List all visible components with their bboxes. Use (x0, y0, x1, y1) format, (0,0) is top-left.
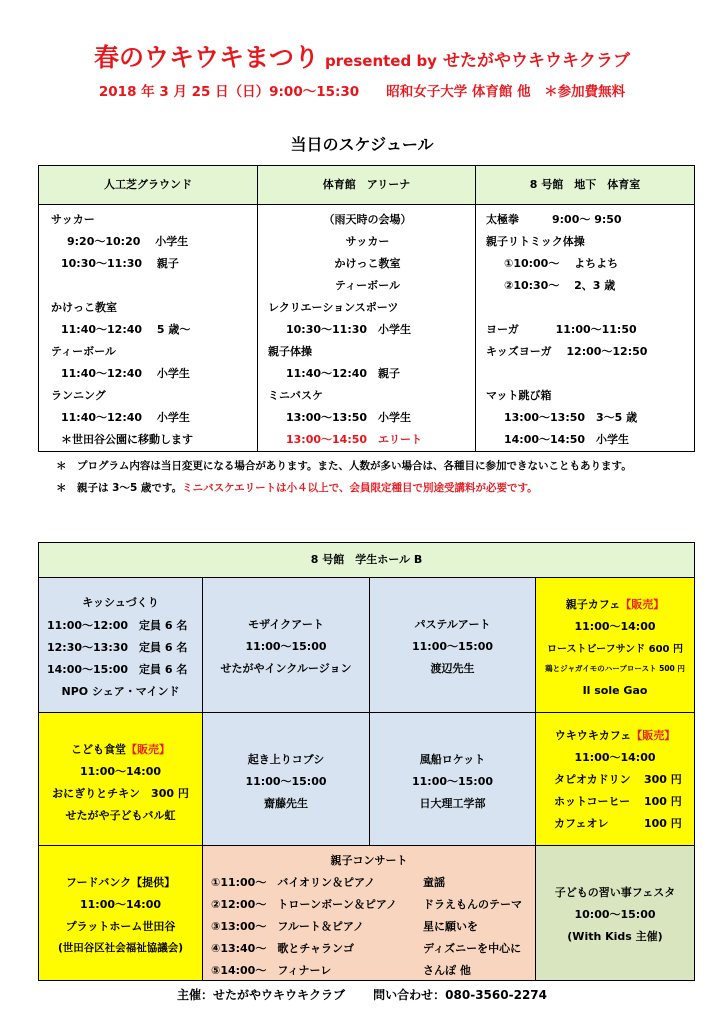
concert-song: さんぽ 他 (423, 964, 471, 977)
cell-mosaic (202, 577, 370, 713)
sale-tag: 【販売】 (631, 729, 676, 742)
schedule-line: ヨーガ 11:00～11:50 (486, 323, 637, 336)
cell-ukiuki-cafe (535, 712, 695, 846)
cell-host: せたがや子どもバル虹 (65, 809, 176, 822)
cell-time: 11:00～15:00 (411, 775, 494, 788)
cell-oyako-cafe (535, 577, 695, 713)
cell-time: 11:00～14:00 (574, 751, 656, 764)
cell-org: (世田谷区社会福祉協議会) (57, 942, 184, 954)
cell-title: フードバンク【提供】 (65, 876, 176, 889)
cell-host: 渡辺先生 (430, 662, 475, 675)
note-text: ＊ 親子は 3～5 歳です。 (56, 482, 183, 494)
organizer-name: せたがやウキウキクラブ (442, 51, 630, 71)
menu-item-name: タピオカドリン (554, 773, 631, 786)
cell-title: パステルアート (414, 618, 491, 631)
schedule-heading: 当日のスケジュール (290, 135, 434, 154)
concert-song: ドラえもんのテーマ (423, 898, 522, 911)
schedule-line: レクリエーションスポーツ (268, 301, 399, 314)
schedule-line: 親子体操 (268, 345, 312, 358)
note-line (56, 480, 538, 495)
cell-title: キッシュづくり (82, 596, 159, 609)
kodomo-name: こども食堂 (71, 743, 126, 756)
concert-song: 星に願いを (423, 920, 478, 933)
schedule-line: ティーボール (335, 279, 400, 292)
cell-line: 11:00～12:00 定員 6 名 (47, 619, 188, 632)
schedule-col-grass (38, 204, 258, 452)
schedule-line: かけっこ教室 (51, 301, 117, 314)
schedule-line: （雨天時の会場） (323, 213, 412, 226)
cell-title (39, 741, 202, 757)
schedule-col-gym (475, 204, 695, 452)
cell-title: 起き上りコブシ (247, 753, 325, 766)
schedule-line: 11:40～12:40 小学生 (61, 367, 190, 380)
menu-item-price: 300 円 (644, 773, 682, 786)
cell-okiagari (202, 712, 370, 846)
schedule-line: 太極拳 9:00～ 9:50 (486, 213, 622, 226)
schedule-line: 11:40～12:40 親子 (286, 367, 401, 380)
cell-time: 10:00～15:00 (574, 908, 656, 921)
schedule-line: ティーボール (51, 345, 116, 358)
sale-tag: 【販売】 (126, 743, 170, 756)
cell-title (536, 727, 694, 743)
cafe-name: ウキウキカフェ (554, 729, 632, 742)
menu-item: 鶏とジャガイモのハーブロースト 500 円 (545, 664, 685, 673)
schedule-line: マット跳び箱 (486, 389, 552, 402)
cell-line: NPO シェア・マインド (61, 685, 180, 698)
note-line: ＊ プログラム内容は当日変更になる場合があります。また、人数が多い場合は、各種目に参加できないこともあります。 (56, 460, 632, 472)
schedule-line: 11:40～12:40 5 歳～ (61, 323, 191, 336)
schedule-line: 親子リトミック体操 (486, 235, 585, 248)
schedule-line: 11:40～12:40 小学生 (61, 411, 190, 424)
presented-by: presented by (325, 52, 437, 70)
schedule-line: ＊世田谷公園に移動します (61, 433, 193, 446)
schedule-line: サッカー (345, 235, 390, 248)
schedule-line: キッズヨーガ 12:00～12:50 (486, 345, 648, 358)
concert-slot: ③13:00～ フルート＆ピアノ (211, 920, 365, 933)
concert-slot: ④13:40～ 歌とチャランゴ (211, 942, 354, 955)
schedule-line: ランニング (51, 389, 106, 402)
cell-time: 11:00～14:00 (79, 898, 162, 911)
cell-title: 子どもの習い事フェスタ (554, 886, 676, 899)
schedule-line: 10:30～11:30 親子 (61, 257, 179, 270)
sale-tag: 【販売】 (620, 598, 665, 611)
schedule-line: ミニバスケ (268, 389, 323, 402)
concert-slot: ⑤14:00～ フィナーレ (211, 964, 332, 977)
cell-time: 11:00～15:00 (411, 640, 494, 653)
cell-host: 日大理工学部 (419, 797, 486, 810)
menu-item: おにぎりとチキン 300 円 (52, 787, 189, 800)
concert-song: 童謡 (423, 876, 445, 889)
cell-host: 齋藤先生 (264, 797, 308, 810)
cell-title (536, 596, 694, 612)
vendor-name: Il sole Gao (582, 684, 648, 697)
event-title (0, 38, 724, 74)
schedule-line: かけっこ教室 (334, 257, 401, 270)
menu-item: ローストビーフサンド 600 円 (547, 644, 683, 655)
event-date-venue: 2018 年 3 月 25 日（日）9:00～15:30 昭和女子大学 体育館 他 ＊参加費無料 (98, 84, 626, 100)
cell-time: 11:00～14:00 (79, 765, 162, 778)
schedule-col-header: 8 号館 地下 体育室 (475, 165, 695, 205)
cell-line: 12:30～13:30 定員 6 名 (47, 641, 188, 654)
hall-header: 8 号館 学生ホール B (38, 542, 695, 578)
concert-slot: ①11:00～ バイオリン＆ピアノ (211, 876, 376, 889)
cell-pastel (369, 577, 536, 713)
schedule-line: ②10:30～ 2、3 歳 (504, 279, 616, 292)
cell-host: プラットホーム世田谷 (65, 920, 176, 933)
schedule-line: 9:20～10:20 小学生 (67, 235, 189, 248)
schedule-line: 14:00～14:50 小学生 (504, 433, 630, 446)
cafe-name: 親子カフェ (565, 598, 621, 611)
cell-quiche (38, 577, 203, 713)
cell-title: 風船ロケット (419, 753, 486, 766)
concert-song: ディズニーを中心に (423, 942, 522, 955)
event-name: 春のウキウキまつり (94, 43, 320, 72)
schedule-line: 13:00～13:50 小学生 (286, 411, 412, 424)
schedule-line: サッカー (51, 213, 95, 226)
cell-kodomo (38, 712, 203, 846)
cell-balloon (369, 712, 536, 846)
cell-lessons (535, 845, 695, 981)
cell-concert (202, 845, 536, 981)
menu-item-name: ホットコーヒー (554, 795, 631, 808)
cell-org: (With Kids 主催) (567, 930, 663, 943)
cell-foodbank (38, 845, 203, 981)
schedule-col-header: 人工芝グラウンド (38, 165, 258, 205)
cell-time: 11:00～14:00 (574, 620, 656, 633)
schedule-line-elite: 13:00～14:50 エリート (286, 433, 423, 446)
footer-contact: 主催：せたがやウキウキクラブ 問い合わせ：080-3560-2274 (177, 988, 547, 1002)
schedule-col-arena (257, 204, 476, 452)
schedule-line: 13:00～13:50 3～5 歳 (504, 411, 638, 424)
schedule-col-header: 体育館 アリーナ (257, 165, 476, 205)
menu-item-price: 100 円 (644, 817, 682, 830)
schedule-line: 10:30～11:30 小学生 (286, 323, 412, 336)
cell-time: 11:00～15:00 (245, 640, 327, 653)
concert-slot: ②12:00～ トローンボーン＆ピアノ (211, 898, 398, 911)
schedule-line: ①10:00～ よちよち (504, 257, 619, 270)
cell-host: せたがやインクルージョン (220, 662, 352, 675)
cell-time: 11:00～15:00 (245, 775, 327, 788)
menu-item-name: カフェオレ (554, 817, 609, 830)
note-text-red: ミニバスケエリートは小４以上で、会員限定種目で別途受講料が必要です。 (182, 482, 538, 494)
cell-title: 親子コンサート (330, 854, 408, 867)
menu-item-price: 100 円 (644, 795, 682, 808)
cell-title: モザイクアート (248, 618, 324, 631)
cell-line: 14:00～15:00 定員 6 名 (47, 663, 188, 676)
